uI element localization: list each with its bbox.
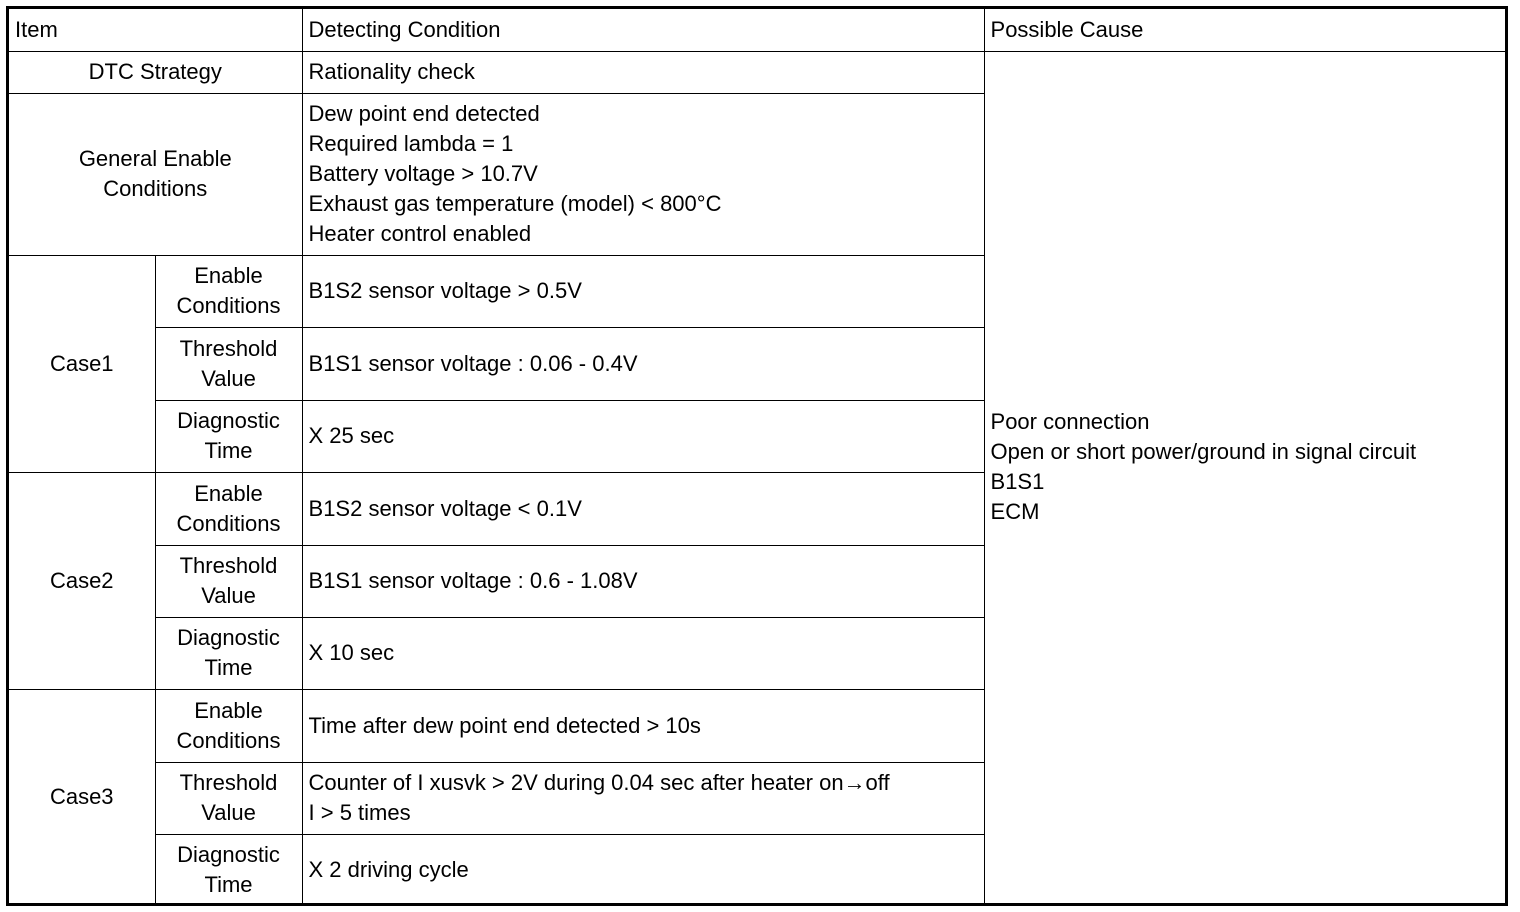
enable-label-line: Conditions [176,293,281,318]
enable-label-line: Conditions [176,510,281,536]
diagnostic-label-line: Diagnostic [177,408,280,433]
case3-threshold-line: I > 5 times [308,800,411,825]
general-enable-label [9,93,302,255]
threshold-label-line: Threshold [179,335,278,361]
case3-label: Case3 [9,689,155,905]
case1-threshold-label [155,327,302,400]
general-enable-label-line: General Enable [78,146,232,171]
diagnostic-label-line: Diagnostic [177,625,280,650]
threshold-label-line: Value [201,800,256,825]
general-enable-line: Dew point end detected [308,101,540,126]
case1-enable-value: B1S2 sensor voltage > 0.5V [302,255,984,327]
case2-threshold-label [155,545,302,617]
case3-enable-value: Time after dew point end detected > 10s [302,689,984,762]
enable-label-line: Enable [194,263,263,288]
case1-threshold-value: B1S1 sensor voltage : 0.06 - 0.4V [302,327,984,400]
case3-threshold-line: Counter of I xusvk > 2V during 0.04 sec after heater on→off [308,770,890,795]
case1-diagnostic-value: X 25 sec [302,400,984,472]
diagnostic-label-line: Diagnostic [177,841,280,867]
header-row [9,9,1505,51]
dtc-strategy-label: DTC Strategy [9,51,302,93]
case2-enable-label [155,472,302,545]
diagnostic-spec-table [9,9,1505,905]
enable-label-line: Conditions [176,727,281,753]
diagnostic-label-line: Time [204,871,253,897]
dtc-strategy-row [9,51,1505,93]
possible-cause-line: B1S1 [990,469,1045,495]
header-possible-cause: Possible Cause [984,9,1505,51]
case3-threshold-value [302,762,984,834]
dtc-strategy-value: Rationality check [302,51,984,93]
threshold-label-line: Value [201,365,256,391]
possible-cause-cell [984,51,1505,905]
case2-diagnostic-label [155,617,302,689]
diagnostic-label-line: Time [204,655,253,680]
case3-threshold-label [155,762,302,834]
case1-diagnostic-label [155,400,302,472]
general-enable-line: Battery voltage > 10.7V [308,161,538,186]
general-enable-values [302,93,984,255]
header-detecting-condition: Detecting Condition [302,9,984,51]
enable-label-line: Enable [194,480,263,506]
case2-threshold-value: B1S1 sensor voltage : 0.6 - 1.08V [302,545,984,617]
enable-label-line: Enable [194,697,263,723]
case1-label: Case1 [9,255,155,472]
case3-diagnostic-label [155,834,302,905]
threshold-label-line: Threshold [179,553,278,578]
case2-label: Case2 [9,472,155,689]
diagnostic-table-frame [6,6,1508,906]
general-enable-line: Heater control enabled [308,221,532,246]
possible-cause-line: Open or short power/ground in signal circuit [990,439,1417,465]
threshold-label-line: Value [201,583,256,608]
diagnostic-label-line: Time [204,438,253,463]
case2-enable-value: B1S2 sensor voltage < 0.1V [302,472,984,545]
case2-diagnostic-value: X 10 sec [302,617,984,689]
case3-enable-label [155,689,302,762]
case1-enable-label [155,255,302,327]
general-enable-line: Required lambda = 1 [308,131,514,156]
case3-diagnostic-value: X 2 driving cycle [302,834,984,905]
possible-cause-line: ECM [990,499,1040,525]
threshold-label-line: Threshold [179,770,278,795]
general-enable-line: Exhaust gas temperature (model) < 800°C [308,191,722,216]
header-item: Item [9,9,302,51]
possible-cause-line: Poor connection [990,409,1150,435]
general-enable-label-line: Conditions [103,176,208,201]
